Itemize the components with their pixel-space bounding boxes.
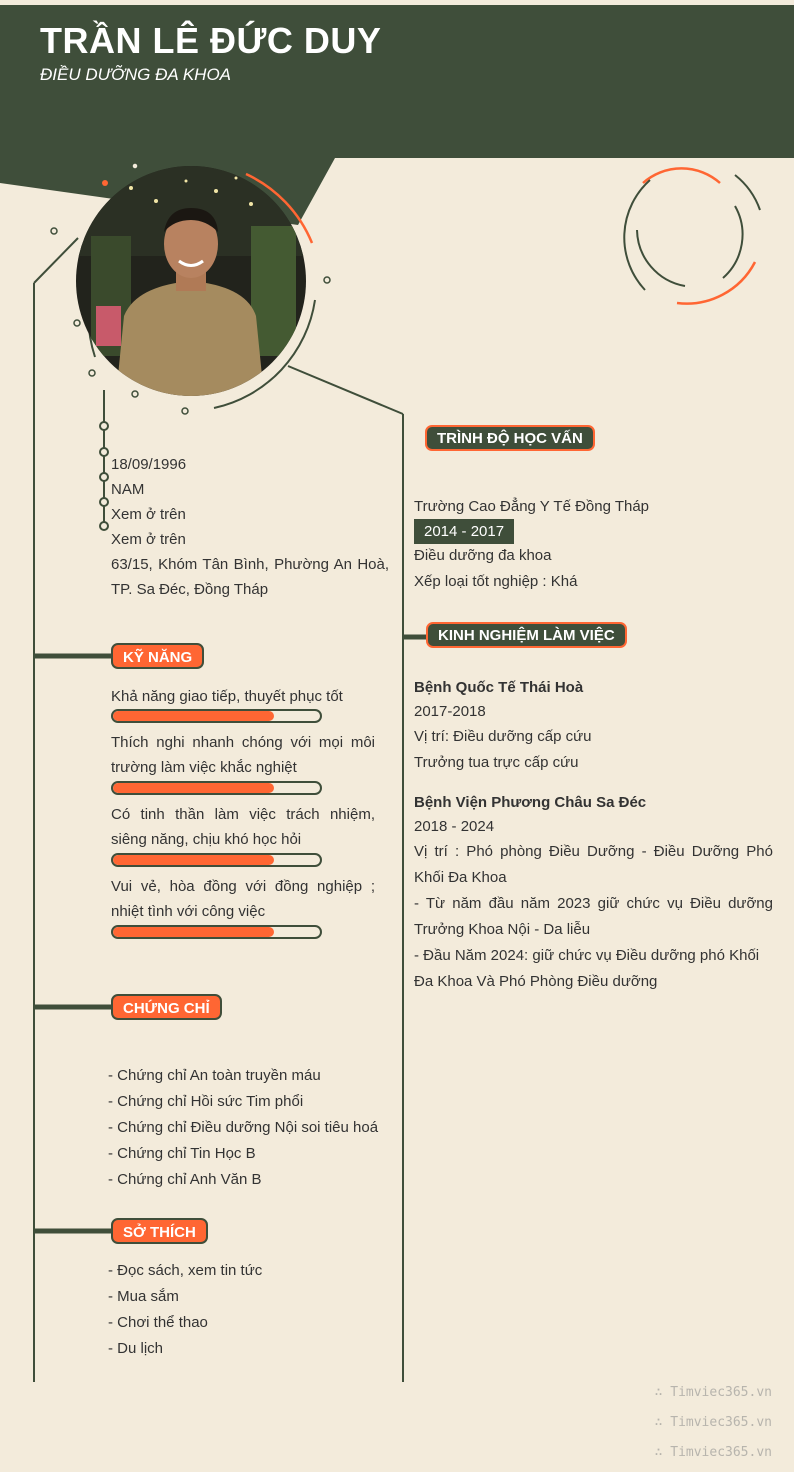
date-of-birth: 18/09/1996	[111, 456, 187, 473]
skill-bar-fill	[113, 927, 274, 937]
job-detail: Vị trí: Điều dưỡng cấp cứu	[414, 728, 592, 745]
job-detail: Trưởng tua trực cấp cứu	[414, 754, 579, 771]
job-company: Bệnh Quốc Tế Thái Hoà	[414, 679, 584, 696]
certificate-item: - Chứng chỉ Tin Học B	[108, 1145, 256, 1162]
job-title: ĐIỀU DƯỠNG ĐA KHOA	[40, 65, 232, 84]
certificate-item: - Chứng chỉ Điều dưỡng Nội soi tiêu hoá	[108, 1119, 379, 1136]
hobby-item: - Chơi thể thao	[108, 1314, 208, 1331]
education-years-badge: 2014 - 2017	[414, 519, 514, 544]
skills-heading: KỸ NĂNG	[111, 643, 204, 669]
watermark: ∴ Timviec365.vn	[654, 1415, 772, 1430]
hobbies-heading: SỞ THÍCH	[111, 1218, 208, 1244]
certificate-item: - Chứng chỉ Hồi sức Tim phổi	[108, 1093, 304, 1110]
job-years: 2017-2018	[414, 703, 486, 720]
job-detail: - Từ năm đầu năm 2023 giữ chức vụ Điều dưỡng Trưởng Khoa Nội - Da liễu	[414, 895, 773, 938]
job-years: 2018 - 2024	[414, 818, 495, 835]
skill-bar-fill	[113, 711, 274, 721]
skill-label-1: Khả năng giao tiếp, thuyết phục tốt	[111, 688, 343, 705]
address: 63/15, Khóm Tân Bình, Phường An Hoà, TP. Sa Đéc, Đồng Tháp	[111, 556, 389, 598]
education-years	[414, 519, 514, 544]
skill-label-4: Vui vẻ, hòa đồng với đồng nghiệp ; nhiệt tình với công việc	[111, 878, 375, 920]
skill-bar-1	[111, 709, 322, 723]
email: Xem ở trên	[111, 531, 186, 548]
corner-decoration	[624, 168, 760, 303]
hobby-item: - Đọc sách, xem tin tức	[108, 1262, 263, 1279]
certificates-heading: CHỨNG CHỈ	[111, 994, 222, 1020]
skill-bar-4	[111, 925, 322, 939]
hobby-item: - Mua sắm	[108, 1288, 179, 1305]
avatar	[76, 166, 306, 396]
gender: NAM	[111, 481, 145, 498]
school-name: Trường Cao Đẳng Y Tế Đồng Tháp	[414, 498, 650, 515]
skill-bar-fill	[113, 855, 274, 865]
watermark: ∴ Timviec365.vn	[654, 1385, 772, 1400]
education-grade: Xếp loại tốt nghiệp : Khá	[414, 573, 578, 590]
skill-bar-fill	[113, 783, 274, 793]
skill-label-2: Thích nghi nhanh chóng với mọi môi trường làm việc khắc nghiệt	[111, 734, 375, 776]
education-heading: TRÌNH ĐỘ HỌC VẤN	[425, 425, 595, 451]
job-detail: Vị trí : Phó phòng Điều Dưỡng - Điều Dưỡng Phó Khối Đa Khoa	[414, 843, 773, 886]
certificate-item: - Chứng chỉ Anh Văn B	[108, 1171, 262, 1188]
skill-bar-2	[111, 781, 322, 795]
skill-bar-3	[111, 853, 322, 867]
education-major: Điều dưỡng đa khoa	[414, 547, 552, 564]
watermark: ∴ Timviec365.vn	[654, 1445, 772, 1460]
job-company: Bệnh Viện Phương Châu Sa Đéc	[414, 794, 647, 811]
experience-heading: KINH NGHIỆM LÀM VIỆC	[426, 622, 627, 648]
skill-label-3: Có tinh thần làm việc trách nhiệm, siêng năng, chịu khó học hỏi	[111, 806, 375, 848]
phone: Xem ở trên	[111, 506, 186, 523]
candidate-name: TRẦN LÊ ĐỨC DUY	[40, 20, 382, 61]
certificate-item: - Chứng chỉ An toàn truyền máu	[108, 1067, 321, 1084]
job-detail: - Đầu Năm 2024: giữ chức vụ Điều dưỡng phó Khối Đa Khoa Và Phó Phòng Điều dưỡng	[414, 947, 760, 990]
hobby-item: - Du lịch	[108, 1340, 164, 1357]
